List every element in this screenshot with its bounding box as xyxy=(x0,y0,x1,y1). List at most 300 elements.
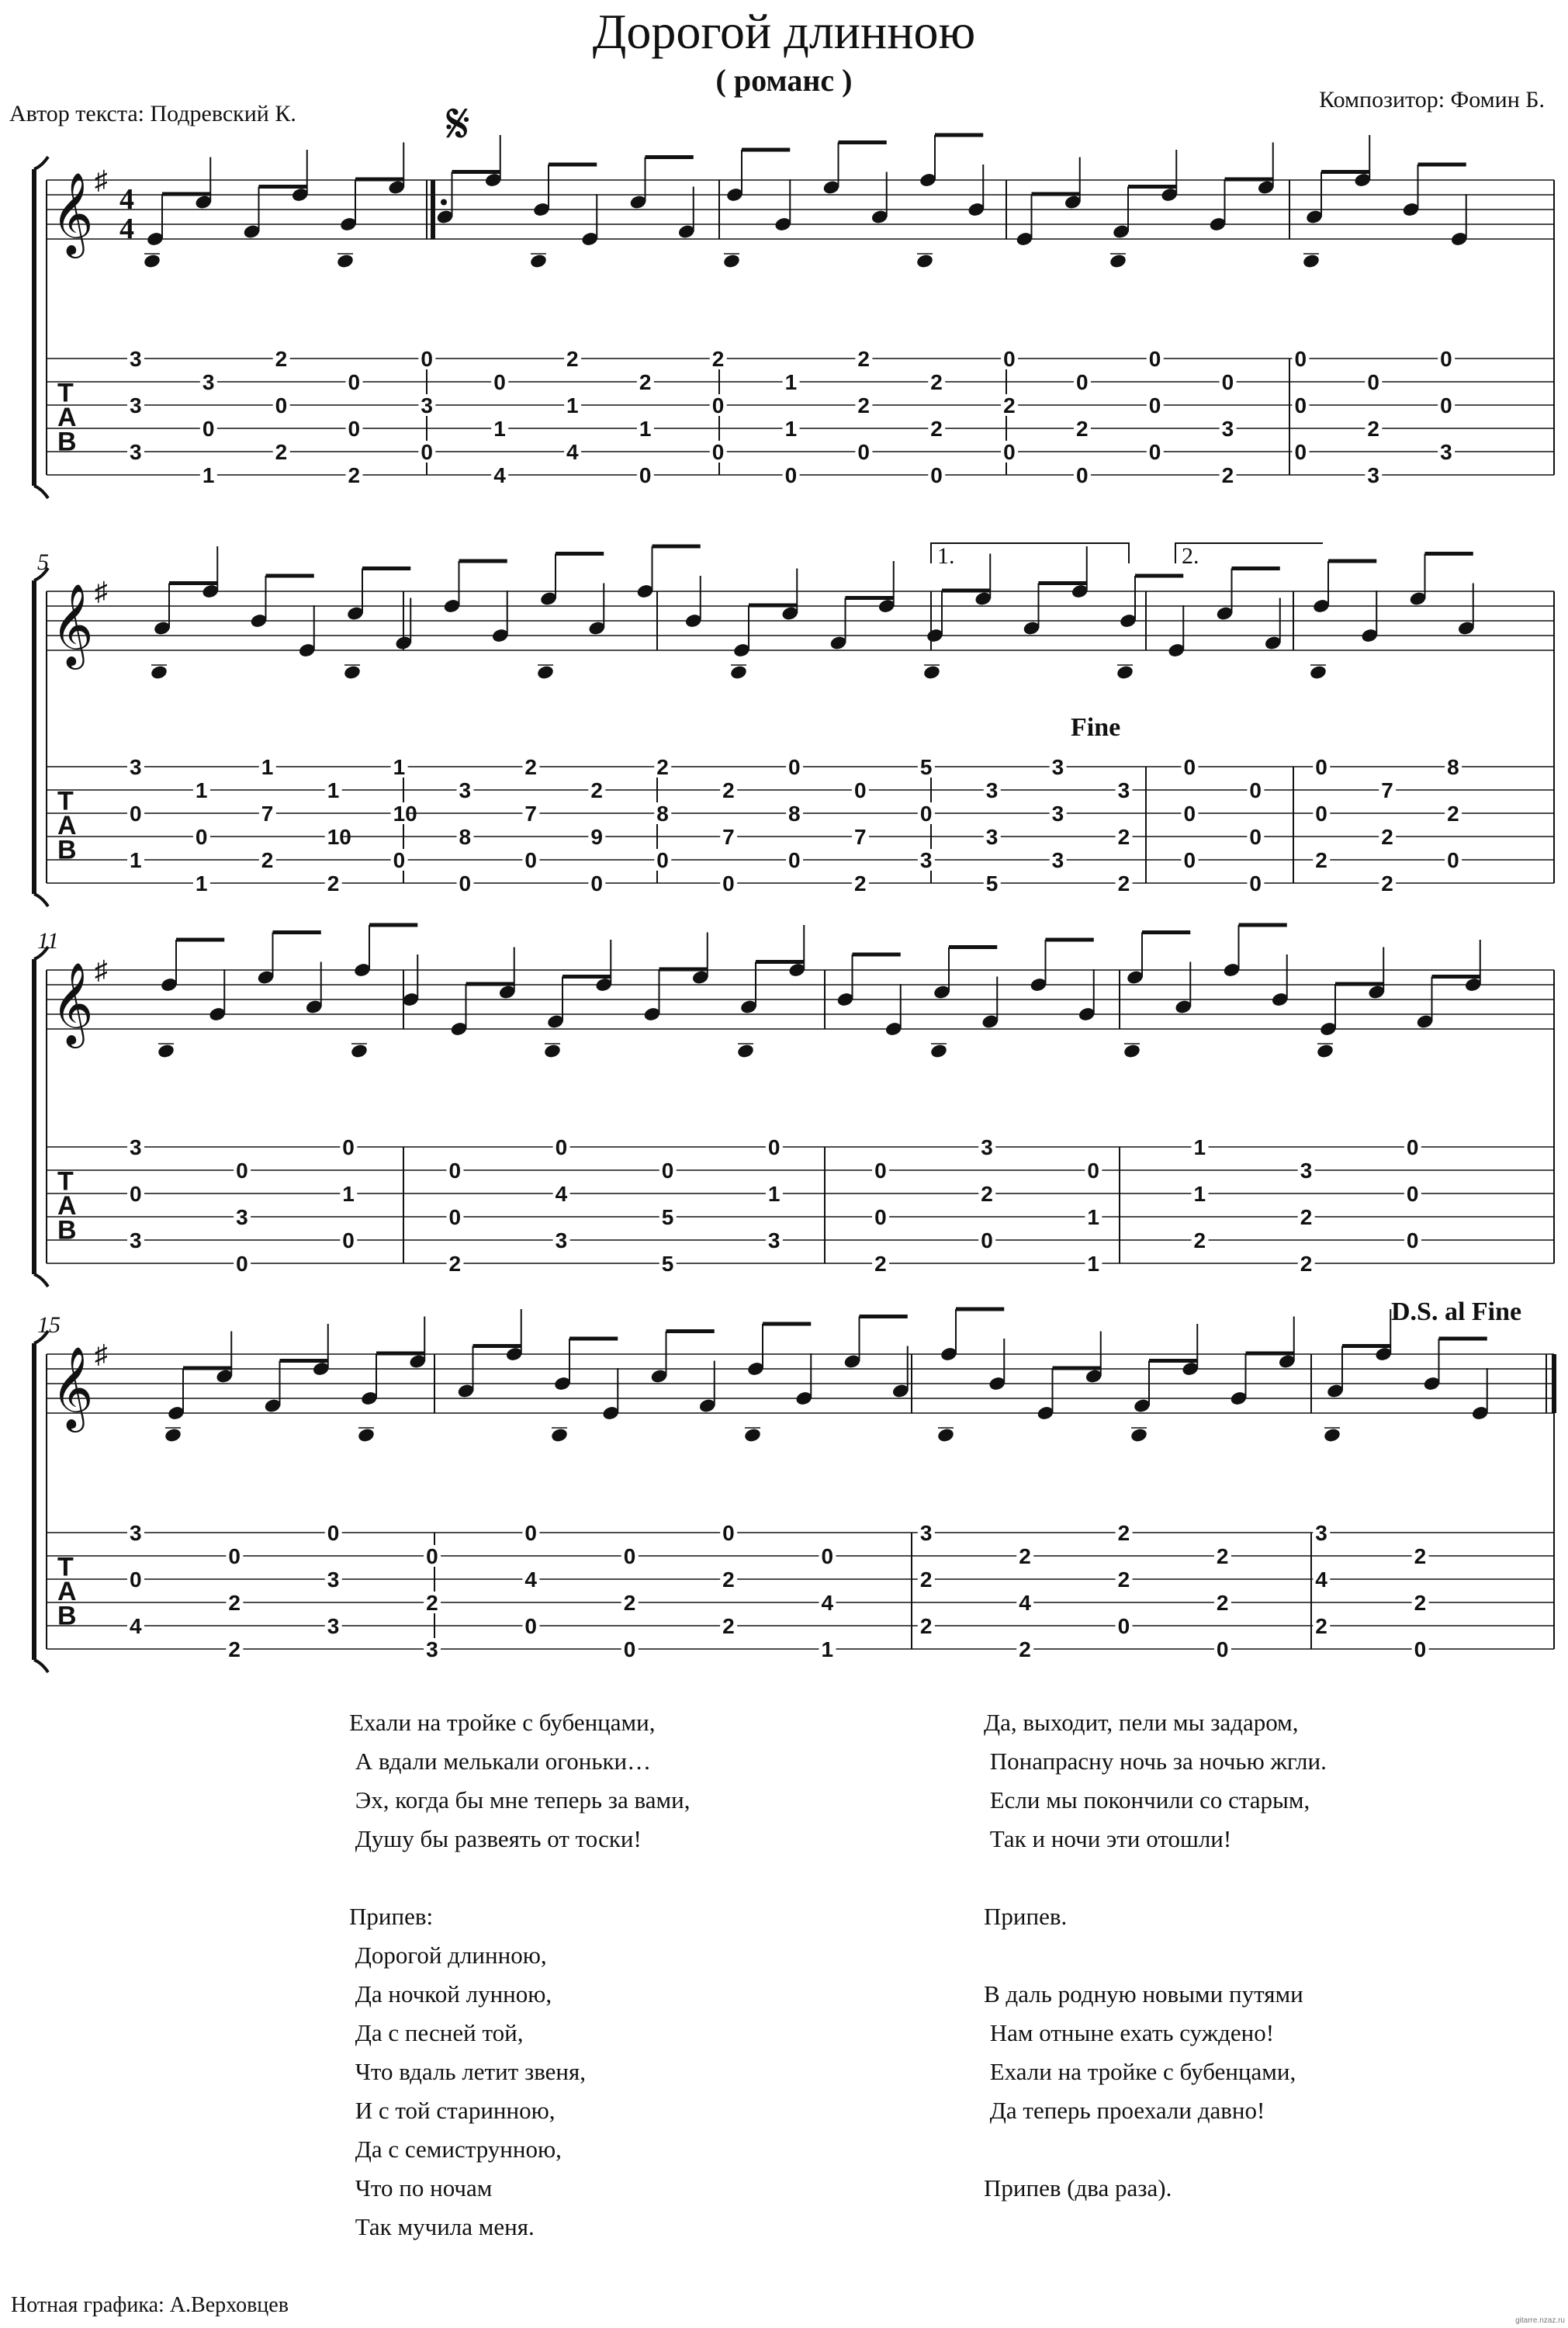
fret-number: 4 xyxy=(130,1614,142,1638)
bass-note-head xyxy=(336,253,355,269)
fret-number: 0 xyxy=(590,871,603,896)
fret-number: 2 xyxy=(228,1637,241,1661)
fret-number: 2 xyxy=(1117,1568,1130,1592)
fret-number: 3 xyxy=(985,825,999,849)
lyric-line: Да ночкой лунною, xyxy=(349,1980,552,2008)
fret-number: 2 xyxy=(857,347,870,371)
fret-number: 4 xyxy=(821,1591,834,1615)
fret-number: 3 xyxy=(919,848,933,872)
fret-number: 2 xyxy=(656,755,669,779)
fret-number: 0 xyxy=(639,463,652,487)
bass-note-head xyxy=(1109,253,1127,269)
fret-number: 0 xyxy=(711,440,725,464)
fret-number: 2 xyxy=(327,871,340,896)
fret-number: 0 xyxy=(1440,393,1452,417)
fret-number: 0 xyxy=(788,848,801,872)
fret-number: 1 xyxy=(1193,1135,1206,1159)
bass-note-head xyxy=(150,664,168,681)
fret-number: 1 xyxy=(784,370,798,394)
stanza-gap xyxy=(984,1859,1327,1897)
lyric-line: Припев (два раза). xyxy=(984,2174,1172,2202)
fret-number: 0 xyxy=(1249,825,1262,849)
fret-number: 0 xyxy=(661,1159,674,1183)
fret-number: 2 xyxy=(1414,1544,1427,1568)
lyric-line: Что вдаль летит звеня, xyxy=(349,2058,587,2085)
bass-note-head xyxy=(1309,664,1327,681)
key-signature-sharp-icon: ♯ xyxy=(95,577,108,607)
fret-number: 4 xyxy=(493,463,506,487)
fret-number: 3 xyxy=(459,778,472,802)
fret-number: 0 xyxy=(202,417,215,441)
fret-number: 2 xyxy=(1216,1591,1229,1615)
fret-number: 0 xyxy=(130,802,142,826)
fret-number: 0 xyxy=(130,1568,142,1592)
bass-note-head xyxy=(729,664,748,681)
tab-clef-letter: B xyxy=(57,427,77,457)
fret-number: 3 xyxy=(919,1521,933,1545)
fret-number: 3 xyxy=(130,755,142,779)
bass-note-head xyxy=(350,1043,369,1059)
fret-number: 0 xyxy=(1183,802,1196,826)
bracket-hook xyxy=(34,486,48,498)
fret-number: 3 xyxy=(1117,778,1130,802)
fret-number: 0 xyxy=(1075,370,1089,394)
fret-number: 2 xyxy=(722,778,735,802)
fret-number: 2 xyxy=(448,1252,462,1276)
fret-number: 8 xyxy=(788,802,801,826)
lyric-line: Нам отныне ехать суждено! xyxy=(984,2019,1275,2046)
fret-number: 3 xyxy=(1367,463,1379,487)
bass-note-head xyxy=(343,664,362,681)
key-signature-sharp-icon: ♯ xyxy=(95,956,108,986)
bass-note-head xyxy=(543,1043,562,1059)
treble-clef-icon: 𝄞 xyxy=(51,585,94,665)
fret-number: 3 xyxy=(767,1228,781,1252)
lyric-line: Так и ночи эти отошли! xyxy=(984,1825,1232,1852)
fret-number: 2 xyxy=(711,347,725,371)
volta-bracket-1 xyxy=(931,543,1129,563)
bass-note-head xyxy=(164,1427,182,1443)
fret-number: 2 xyxy=(1216,1544,1229,1568)
fret-number: 1 xyxy=(393,755,406,779)
bracket-hook xyxy=(34,1274,48,1287)
treble-clef-icon: 𝄞 xyxy=(51,1348,94,1428)
fret-number: 0 xyxy=(342,1135,355,1159)
fret-number: 1 xyxy=(195,871,208,896)
fret-number: 0 xyxy=(228,1544,241,1568)
fret-number: 2 xyxy=(275,440,288,464)
lyric-line: Понапрасну ночь за ночью жгли. xyxy=(984,1748,1327,1775)
fret-number: 0 xyxy=(1406,1135,1419,1159)
fret-number: 3 xyxy=(555,1228,568,1252)
bass-note-head xyxy=(743,1427,762,1443)
fret-number: 2 xyxy=(275,347,288,371)
fret-number: 3 xyxy=(130,393,142,417)
fret-number: 0 xyxy=(981,1228,993,1252)
bass-note-head xyxy=(357,1427,376,1443)
fret-number: 1 xyxy=(261,755,274,779)
fret-number: 10 xyxy=(327,825,351,849)
fret-number: 1 xyxy=(202,463,215,487)
fret-number: 0 xyxy=(853,778,867,802)
bracket-hook xyxy=(34,157,48,169)
fret-number: 2 xyxy=(1300,1252,1313,1276)
lyrics-left-column xyxy=(349,1703,690,2247)
lyric-line: Да теперь проехали давно! xyxy=(984,2097,1265,2124)
stanza-gap xyxy=(984,2130,1327,2169)
fret-number: 0 xyxy=(919,802,933,826)
fret-number: 3 xyxy=(981,1135,993,1159)
subtitle: ( романс ) xyxy=(715,63,853,98)
fret-number: 0 xyxy=(524,848,538,872)
fret-number: 1 xyxy=(1087,1252,1099,1276)
repeat-dot xyxy=(441,199,447,206)
lyric-line: Да, выходит, пели мы задаром, xyxy=(984,1709,1299,1736)
lyric-line: Дорогой длинною, xyxy=(349,1942,547,1969)
fret-number: 2 xyxy=(1315,848,1327,872)
fret-number: 9 xyxy=(590,825,603,849)
fret-number: 2 xyxy=(1019,1544,1031,1568)
fret-number: 2 xyxy=(1117,1521,1130,1545)
fret-number: 1 xyxy=(1193,1182,1206,1206)
fret-number: 2 xyxy=(874,1252,887,1276)
fret-number: 7 xyxy=(261,802,274,826)
stanza-gap xyxy=(349,1859,690,1897)
treble-clef-icon: 𝄞 xyxy=(51,174,94,254)
fret-number: 3 xyxy=(1440,440,1452,464)
fret-number: 2 xyxy=(981,1182,993,1206)
system-3 xyxy=(34,925,1554,1287)
bracket-hook xyxy=(34,894,48,906)
bass-note-head xyxy=(143,253,161,269)
fret-number: 2 xyxy=(722,1614,735,1638)
fret-number: 0 xyxy=(1003,440,1016,464)
fret-number: 5 xyxy=(985,871,999,896)
lyricist-credit: Автор текста: Подревский К. xyxy=(9,101,296,126)
fret-number: 5 xyxy=(661,1205,674,1229)
time-signature-numerator: 4 xyxy=(119,183,134,217)
fret-number: 2 xyxy=(1381,871,1393,896)
fret-number: 2 xyxy=(930,370,943,394)
time-signature-denominator: 4 xyxy=(119,213,134,246)
fret-number: 8 xyxy=(459,825,472,849)
key-signature-sharp-icon: ♯ xyxy=(95,1340,108,1370)
fret-number: 0 xyxy=(1406,1182,1419,1206)
fret-number: 0 xyxy=(524,1614,538,1638)
fret-number: 1 xyxy=(342,1182,355,1206)
fret-number: 0 xyxy=(1315,802,1327,826)
stanza-gap xyxy=(984,1936,1327,1975)
fret-number: 2 xyxy=(524,755,538,779)
lyric-line: Что по ночам xyxy=(349,2174,493,2202)
fret-number: 3 xyxy=(1315,1521,1327,1545)
fret-number: 1 xyxy=(784,417,798,441)
fret-number: 0 xyxy=(711,393,725,417)
fret-number: 0 xyxy=(656,848,669,872)
composer-credit: Композитор: Фомин Б. xyxy=(1319,87,1545,113)
fret-number: 0 xyxy=(874,1159,887,1183)
fret-number: 7 xyxy=(1381,778,1393,802)
fret-number: 0 xyxy=(722,871,735,896)
fret-number: 4 xyxy=(566,440,579,464)
fret-number: 0 xyxy=(348,370,361,394)
tab-clef-letter: T xyxy=(57,786,74,816)
key-signature-sharp-icon: ♯ xyxy=(95,166,108,196)
fret-number: 2 xyxy=(930,417,943,441)
fret-number: 2 xyxy=(722,1568,735,1592)
fret-number: 2 xyxy=(1414,1591,1427,1615)
bass-note-head xyxy=(929,1043,948,1059)
fret-number: 2 xyxy=(857,393,870,417)
lyric-line: Душу бы развеять от тоски! xyxy=(349,1825,642,1852)
fret-number: 2 xyxy=(1019,1637,1031,1661)
fret-number: 0 xyxy=(1414,1637,1427,1661)
fret-number: 8 xyxy=(1447,755,1459,779)
fret-number: 0 xyxy=(722,1521,735,1545)
fret-number: 4 xyxy=(524,1568,538,1592)
fret-number: 0 xyxy=(327,1521,340,1545)
treble-clef-icon: 𝄞 xyxy=(51,964,94,1044)
bass-note-head xyxy=(916,253,934,269)
fret-number: 1 xyxy=(130,848,142,872)
bass-note-head xyxy=(1323,1427,1341,1443)
fret-number: 3 xyxy=(130,1521,142,1545)
bass-note-head xyxy=(157,1043,175,1059)
fret-number: 0 xyxy=(1183,848,1196,872)
system-1 xyxy=(34,135,1554,498)
fret-number: 2 xyxy=(228,1591,241,1615)
lyric-line: Припев. xyxy=(984,1903,1068,1930)
fret-number: 0 xyxy=(1294,393,1307,417)
fret-number: 1 xyxy=(327,778,340,802)
fret-number: 7 xyxy=(722,825,735,849)
volta-label-2: 2. xyxy=(1182,543,1199,569)
fret-number: 0 xyxy=(195,825,208,849)
bass-note-head xyxy=(736,1043,755,1059)
fret-number: 3 xyxy=(1051,802,1064,826)
fret-number: 2 xyxy=(348,463,361,487)
tab-clef-letter: T xyxy=(57,1552,74,1582)
lyric-line: Эх, когда бы мне теперь за вами, xyxy=(349,1786,691,1814)
fret-number: 2 xyxy=(1381,825,1393,849)
fret-number: 0 xyxy=(348,417,361,441)
fret-number: 0 xyxy=(448,1205,462,1229)
lyric-line: Ехали на тройке с бубенцами, xyxy=(984,2058,1296,2085)
fret-number: 0 xyxy=(788,755,801,779)
fret-number: 5 xyxy=(661,1252,674,1276)
fret-number: 2 xyxy=(1075,417,1089,441)
bass-note-head xyxy=(529,253,548,269)
fret-number: 0 xyxy=(275,393,288,417)
fret-number: 2 xyxy=(1447,802,1459,826)
fret-number: 0 xyxy=(623,1637,636,1661)
fret-number: 2 xyxy=(1221,463,1234,487)
lyric-line: Ехали на тройке с бубенцами, xyxy=(349,1709,656,1736)
fret-number: 0 xyxy=(426,1544,438,1568)
fret-number: 2 xyxy=(1300,1205,1313,1229)
fret-number: 3 xyxy=(327,1568,340,1592)
fret-number: 0 xyxy=(1294,440,1307,464)
fret-number: 2 xyxy=(1367,417,1379,441)
bass-note-head xyxy=(1130,1427,1148,1443)
repeat-dot xyxy=(441,214,447,220)
fret-number: 7 xyxy=(853,825,867,849)
fret-number: 2 xyxy=(426,1591,438,1615)
fret-number: 4 xyxy=(1019,1591,1031,1615)
fret-number: 2 xyxy=(590,778,603,802)
fret-number: 0 xyxy=(1315,755,1327,779)
measure-number: 5 xyxy=(37,549,49,575)
fret-number: 0 xyxy=(493,370,506,394)
lyric-line: Да с песней той, xyxy=(349,2019,524,2046)
fret-number: 0 xyxy=(1447,848,1459,872)
fret-number: 3 xyxy=(130,1135,142,1159)
lyric-line: Припев: xyxy=(349,1903,434,1930)
fret-number: 10 xyxy=(393,802,417,826)
fret-number: 3 xyxy=(236,1205,248,1229)
bass-note-head xyxy=(1123,1043,1141,1059)
tab-clef-letter: A xyxy=(57,811,77,840)
fret-number: 0 xyxy=(1148,393,1161,417)
tab-clef-letter: B xyxy=(57,1215,77,1245)
bass-note-head xyxy=(1302,253,1321,269)
fret-number: 3 xyxy=(327,1614,340,1638)
fret-number: 0 xyxy=(1440,347,1452,371)
fret-number: 7 xyxy=(524,802,538,826)
tab-clef-letter: B xyxy=(57,1601,77,1631)
fret-number: 3 xyxy=(985,778,999,802)
lyrics-right-column xyxy=(984,1703,1327,2208)
fret-number: 3 xyxy=(1051,755,1064,779)
bass-note-head xyxy=(536,664,555,681)
fret-number: 4 xyxy=(555,1182,568,1206)
fret-number: 4 xyxy=(1315,1568,1327,1592)
fine-marking: Fine xyxy=(1071,713,1121,742)
volta-label-1: 1. xyxy=(937,543,955,569)
fret-number: 0 xyxy=(623,1544,636,1568)
fret-number: 2 xyxy=(623,1591,636,1615)
fret-number: 1 xyxy=(821,1637,834,1661)
bass-note-head xyxy=(722,253,741,269)
fret-number: 1 xyxy=(195,778,208,802)
bracket-hook xyxy=(34,1660,48,1672)
fret-number: 0 xyxy=(1216,1637,1229,1661)
fret-number: 3 xyxy=(1300,1159,1313,1183)
lyric-line: И с той старинною, xyxy=(349,2097,556,2124)
fret-number: 2 xyxy=(919,1614,933,1638)
fret-number: 5 xyxy=(919,755,933,779)
fret-number: 2 xyxy=(1193,1228,1206,1252)
fret-number: 0 xyxy=(342,1228,355,1252)
fret-number: 2 xyxy=(853,871,867,896)
fret-number: 1 xyxy=(767,1182,781,1206)
fret-number: 0 xyxy=(1075,463,1089,487)
fret-number: 2 xyxy=(1117,871,1130,896)
fret-number: 3 xyxy=(1221,417,1234,441)
fret-number: 0 xyxy=(448,1159,462,1183)
bass-note-head xyxy=(550,1427,569,1443)
fret-number: 1 xyxy=(566,393,579,417)
page-title: Дорогой длинною xyxy=(592,4,976,59)
ds-al-fine-marking: D.S. al Fine xyxy=(1391,1297,1522,1326)
tab-clef-letter: A xyxy=(57,403,77,432)
fret-number: 0 xyxy=(130,1182,142,1206)
tab-clef-letter: T xyxy=(57,1166,74,1197)
fret-number: 0 xyxy=(821,1544,834,1568)
fret-number: 3 xyxy=(1051,848,1064,872)
fret-number: 2 xyxy=(639,370,652,394)
fret-number: 2 xyxy=(566,347,579,371)
fret-number: 3 xyxy=(130,440,142,464)
fret-number: 0 xyxy=(1249,871,1262,896)
bass-note-head xyxy=(922,664,941,681)
segno-icon: 𝄋 xyxy=(446,93,470,155)
arranger-credit: Нотная графика: А.Верховцев xyxy=(11,2293,289,2317)
lyric-line: А вдали мелькали огоньки… xyxy=(349,1748,652,1775)
fret-number: 2 xyxy=(1315,1614,1327,1638)
fret-number: 0 xyxy=(393,848,406,872)
fret-number: 2 xyxy=(261,848,274,872)
fret-number: 0 xyxy=(1294,347,1307,371)
tab-clef-letter: T xyxy=(57,378,74,408)
bass-note-head xyxy=(1116,664,1134,681)
lyric-line: Так мучила меня. xyxy=(349,2213,535,2240)
fret-number: 0 xyxy=(1087,1159,1099,1183)
lyric-line: В даль родную новыми путями xyxy=(984,1980,1303,2008)
fret-number: 2 xyxy=(1117,825,1130,849)
fret-number: 3 xyxy=(130,347,142,371)
bass-note-head xyxy=(1316,1043,1334,1059)
fret-number: 2 xyxy=(919,1568,933,1592)
fret-number: 3 xyxy=(426,1637,438,1661)
measure-number: 11 xyxy=(37,928,59,954)
fret-number: 0 xyxy=(767,1135,781,1159)
fret-number: 0 xyxy=(1117,1614,1130,1638)
fret-number: 0 xyxy=(930,463,943,487)
lyric-line: Да с семиструнною, xyxy=(349,2136,562,2163)
fret-number: 1 xyxy=(639,417,652,441)
fret-number: 0 xyxy=(236,1252,248,1276)
watermark: gitarre.nzaz.ru xyxy=(1515,2316,1565,2325)
measure-number: 15 xyxy=(37,1312,61,1338)
fret-number: 0 xyxy=(459,871,472,896)
fret-number: 0 xyxy=(1003,347,1016,371)
fret-number: 0 xyxy=(784,463,798,487)
fret-number: 0 xyxy=(555,1135,568,1159)
fret-number: 0 xyxy=(524,1521,538,1545)
fret-number: 1 xyxy=(1087,1205,1099,1229)
fret-number: 1 xyxy=(493,417,506,441)
fret-number: 0 xyxy=(421,440,433,464)
tab-clef-letter: B xyxy=(57,835,77,865)
fret-number: 3 xyxy=(421,393,433,417)
fret-number: 0 xyxy=(1221,370,1234,394)
fret-number: 0 xyxy=(1406,1228,1419,1252)
bass-note-head xyxy=(936,1427,955,1443)
fret-number: 0 xyxy=(1249,778,1262,802)
tab-clef-letter: A xyxy=(57,1191,77,1221)
fret-number: 0 xyxy=(1183,755,1196,779)
fret-number: 0 xyxy=(236,1159,248,1183)
fret-number: 0 xyxy=(1367,370,1379,394)
fret-number: 2 xyxy=(1003,393,1016,417)
tab-clef-letter: A xyxy=(57,1577,77,1606)
fret-number: 0 xyxy=(857,440,870,464)
fret-number: 0 xyxy=(874,1205,887,1229)
fret-number: 8 xyxy=(656,802,669,826)
fret-number: 0 xyxy=(1148,347,1161,371)
lyric-line: Если мы покончили со старым, xyxy=(984,1786,1310,1814)
